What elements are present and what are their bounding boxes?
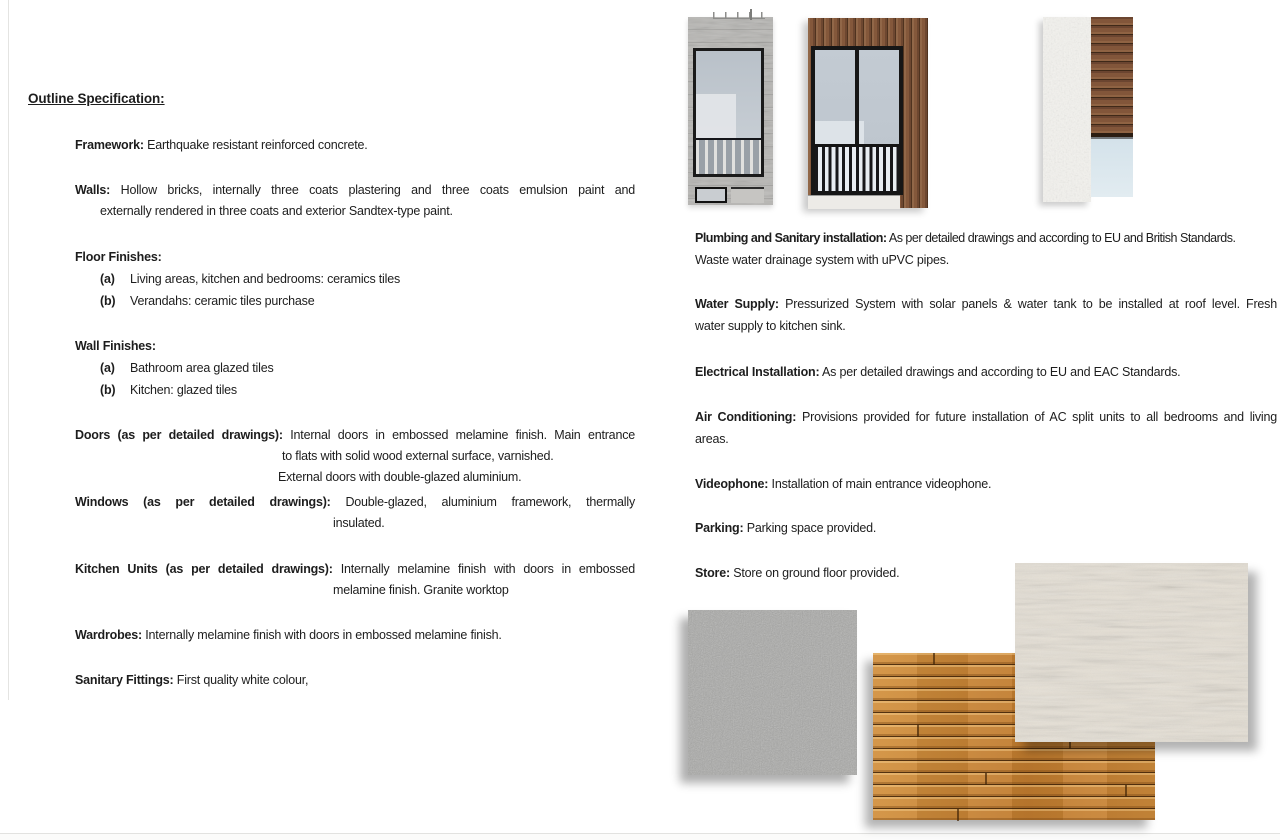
rooftop-antenna-mark — [750, 9, 752, 20]
balcony-railing — [696, 138, 761, 174]
spec-framework-text: Earthquake resistant reinforced concrete. — [147, 138, 368, 152]
spec-videophone-label: Videophone: — [695, 477, 769, 491]
spec-doors-line1: Internal doors in embossed melamine finish. Main entrance — [290, 428, 635, 442]
list-item: (a) Bathroom area glazed tiles — [75, 357, 635, 379]
list-marker: (b) — [100, 294, 116, 308]
spec-wall-finishes-label: Wall Finishes: — [75, 339, 156, 353]
spec-water-supply-label: Water Supply: — [695, 297, 779, 311]
spec-windows-line2: insulated. — [333, 516, 385, 530]
grey-granite-sample — [688, 610, 857, 775]
spec-sanitary-fittings-text: First quality white colour, — [176, 673, 309, 687]
spec-framework-label: Framework: — [75, 138, 144, 152]
stucco-and-timber-detail-render — [1043, 17, 1133, 202]
plank-joint — [985, 773, 987, 785]
spec-store-label: Store: — [695, 566, 730, 580]
spec-water-supply-line2: water supply to kitchen sink. — [695, 319, 846, 333]
spec-wardrobes-text: Internally melamine finish with doors in embossed melamine finish. — [145, 628, 502, 642]
spec-videophone — [695, 473, 1277, 495]
list-marker: (a) — [100, 361, 115, 375]
spec-plumbing-label: Plumbing and Sanitary installation: — [695, 231, 887, 245]
balcony-window — [693, 48, 764, 177]
spec-store-text: Store on ground floor provided. — [733, 566, 900, 580]
spec-doors-line3: External doors with double-glazed aluminium. — [278, 470, 522, 484]
spec-air-conditioning-line1: Provisions provided for future installation of AC split units to all bedrooms and living — [801, 410, 1277, 424]
spec-plumbing — [695, 227, 1277, 271]
spec-floor-finishes — [75, 247, 635, 312]
spec-windows — [75, 492, 635, 534]
plank-joint — [957, 809, 959, 821]
spec-air-conditioning — [695, 406, 1277, 450]
plank-joint — [917, 725, 919, 737]
plank-joint — [1125, 785, 1127, 797]
spec-walls-label: Walls: — [75, 183, 111, 197]
spec-kitchen-units-line2: melamine finish. Granite worktop — [333, 583, 509, 597]
glass-reflection — [696, 94, 736, 140]
travertine-stone-sample — [1015, 563, 1248, 742]
spec-walls-line2: externally rendered in three coats and exterior Sandtex-type paint. — [100, 204, 453, 218]
spec-air-conditioning-line2: areas. — [695, 432, 729, 446]
spec-videophone-text: Installation of main entrance videophone. — [771, 477, 992, 491]
page-bottom-edge — [0, 833, 1280, 840]
rooftop-railing-mark — [713, 12, 765, 19]
spec-electrical-text: As per detailed drawings and according to EU and EAC Standards. — [822, 365, 1181, 379]
concrete-facade-balcony-render — [688, 17, 773, 205]
timber-and-glass-column — [1091, 17, 1133, 202]
spec-sanitary-fittings — [75, 670, 635, 691]
balcony-sill — [808, 195, 900, 209]
list-item: (b) Kitchen: glazed tiles — [75, 379, 635, 401]
page-title: Outline Specification: — [28, 91, 165, 106]
small-window — [695, 187, 727, 203]
spec-plumbing-line1: As per detailed drawings and according to EU and British Standards. — [888, 231, 1236, 245]
stucco-texture — [1043, 17, 1091, 202]
list-item: (b) Verandahs: ceramic tiles purchase — [75, 290, 635, 312]
spec-sanitary-fittings-label: Sanitary Fittings: — [75, 673, 174, 687]
list-item: (a) Living areas, kitchen and bedrooms: ceramics tiles — [75, 268, 635, 290]
spec-framework — [75, 135, 635, 156]
timber-clad-balcony-render — [808, 18, 928, 208]
spec-doors-label: Doors (as per detailed drawings): — [75, 428, 283, 442]
spec-walls-line1: Hollow bricks, internally three coats plastering and three coats emulsion paint and — [120, 183, 635, 197]
balcony-railing — [815, 144, 899, 191]
spec-parking — [695, 517, 1277, 539]
spec-parking-label: Parking: — [695, 521, 744, 535]
spec-doors — [75, 425, 635, 488]
list-marker: (b) — [100, 383, 116, 397]
window-mullion — [855, 50, 859, 147]
spec-kitchen-units-label: Kitchen Units (as per detailed drawings): — [75, 562, 333, 576]
spec-windows-line1: Double-glazed, aluminium framework, thermally — [345, 495, 635, 509]
travertine-texture — [1015, 563, 1248, 742]
spec-electrical-label: Electrical Installation: — [695, 365, 820, 379]
spec-windows-label: Windows (as per detailed drawings): — [75, 495, 331, 509]
spec-floor-finishes-label: Floor Finishes: — [75, 250, 162, 264]
spec-water-supply-line1: Pressurized System with solar panels & water tank to be installed at roof level. Fresh — [785, 297, 1277, 311]
timber-cladding — [1091, 17, 1133, 133]
list-marker: (a) — [100, 272, 115, 286]
spec-electrical — [695, 361, 1277, 383]
balcony-window — [811, 46, 903, 195]
spec-walls — [75, 180, 635, 222]
spec-kitchen-units-line1: Internally melamine finish with doors in embossed — [340, 562, 636, 576]
granite-texture — [688, 610, 857, 775]
spec-water-supply — [695, 293, 1277, 337]
spec-wardrobes-label: Wardrobes: — [75, 628, 142, 642]
concrete-block — [731, 187, 764, 203]
page-edge-line — [8, 0, 9, 700]
spec-parking-text: Parking space provided. — [746, 521, 877, 535]
plank-joint — [933, 653, 935, 665]
spec-air-conditioning-label: Air Conditioning: — [695, 410, 797, 424]
spec-plumbing-line2: Waste water drainage system with uPVC pipes. — [695, 253, 950, 267]
spec-kitchen-units — [75, 559, 635, 601]
spec-wardrobes — [75, 625, 635, 646]
spec-doors-line2: to flats with solid wood external surface, varnished. — [282, 449, 554, 463]
window-glass — [1091, 137, 1133, 197]
spec-wall-finishes — [75, 336, 635, 401]
